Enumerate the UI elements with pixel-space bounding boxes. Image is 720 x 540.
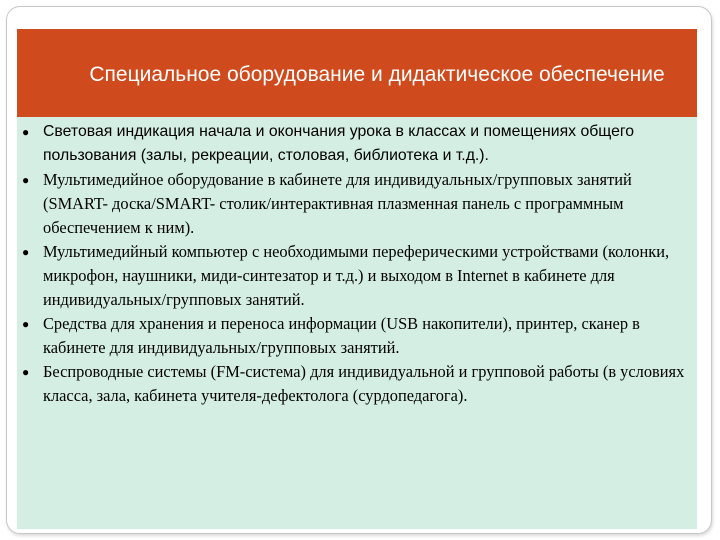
bullet-dot-icon: ●	[22, 125, 30, 139]
bullet-dot-icon: ●	[22, 245, 30, 259]
bullet-list	[20, 120, 700, 408]
bullet-dot-icon: ●	[22, 173, 30, 187]
bullet-text: Средства для хранения и переноса информации (USB накопители), принтер, сканер в кабинете для индивидуальных/групповых занятий.	[43, 314, 640, 357]
bullet-text: Мультимедийное оборудование в кабинете для индивидуальных/групповых занятий (SMART- доска/SMART- столик/интерактивная плазменная панель с программным обеспечением к ним).	[43, 170, 632, 237]
bullet-item	[20, 240, 700, 312]
bullet-item	[20, 120, 700, 168]
bullet-item	[20, 168, 700, 240]
bullet-text: Мультимедийный компьютер с необходимыми переферическими устройствами (колонки, микрофон, наушники, миди-синтезатор и т.д.) и выходом в Internet в кабинете для индивидуальных/групповых занятий.	[43, 242, 670, 309]
bullet-dot-icon: ●	[22, 317, 30, 331]
bullet-dot-icon: ●	[22, 365, 30, 379]
slide-title: Специальное оборудование и дидактическое обеспечение	[89, 63, 665, 86]
bullet-text: Беспроводные системы (FM-система) для индивидуальной и групповой работы (в условиях класса, зала, кабинета учителя-дефектолога (сурдопедагога).	[43, 362, 685, 405]
bullet-item	[20, 360, 700, 408]
bullet-item	[20, 312, 700, 360]
title-bar	[17, 29, 697, 117]
bullet-text: Световая индикация начала и окончания урока в классах и помещениях общего пользования (залы, рекреации, столовая, библиотека и т.д.).	[43, 123, 635, 164]
